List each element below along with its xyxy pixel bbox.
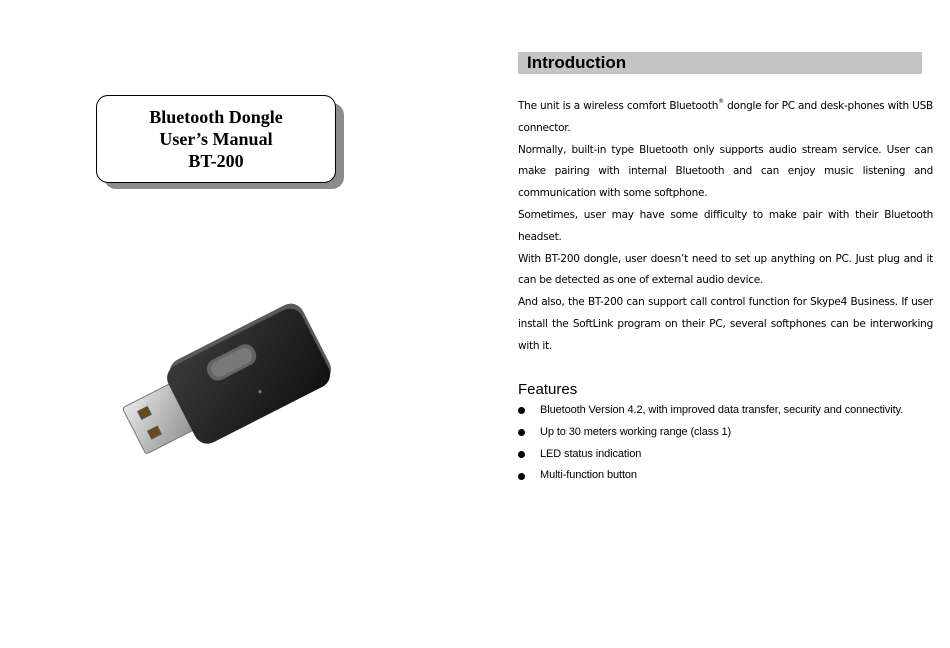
registered-mark: ® (718, 98, 724, 105)
bullet-icon (518, 473, 525, 480)
feature-text: Bluetooth Version 4.2, with improved data transfer, security and connectivity. (540, 404, 904, 416)
feature-item (518, 422, 903, 444)
intro-p1-text-end: dongle for PC and desk-phones with USB connector. (518, 100, 933, 134)
bullet-icon (518, 407, 525, 414)
feature-text: Up to 30 meters working range (class 1) (540, 425, 732, 438)
features-list (518, 400, 903, 487)
title-line-model: BT-200 (188, 151, 244, 171)
feature-text: Multi-function button (540, 469, 637, 482)
feature-item (518, 444, 903, 466)
title-line-product: Bluetooth Dongle (149, 107, 283, 127)
bullet-icon (518, 451, 525, 458)
feature-item (518, 465, 903, 487)
intro-paragraph-2: Normally, built-in type Bluetooth only supports audio stream service. User can make pairing with internal Bluetooth and can enjoy music listening and communication with some softphone. (518, 143, 933, 200)
feature-text: LED status indication (540, 447, 642, 460)
intro-p1-text-start: The unit is a wireless comfort Bluetooth (518, 100, 719, 112)
introduction-body (518, 96, 933, 358)
feature-item (518, 400, 903, 422)
introduction-heading: Introduction (527, 53, 627, 72)
title-card (96, 95, 336, 183)
intro-paragraph-5: And also, the BT-200 can support call control function for Skype4 Business. If user install the SoftLink program on their PC, several softphones can be interworking with it. (518, 296, 933, 352)
intro-paragraph-1 (518, 96, 933, 140)
intro-paragraph-4: With BT-200 dongle, user doesn’t need to set up anything on PC. Just plug and it can be detected as one of external audio device. (518, 252, 933, 287)
intro-paragraph-3: Sometimes, user may have some difficulty to make pair with their Bluetooth headset. (518, 208, 933, 243)
bullet-icon (518, 429, 525, 436)
features-heading: Features (518, 381, 578, 398)
introduction-heading-bar (518, 52, 922, 74)
usb-dongle-image (100, 290, 340, 460)
title-line-manual: User’s Manual (159, 129, 273, 149)
